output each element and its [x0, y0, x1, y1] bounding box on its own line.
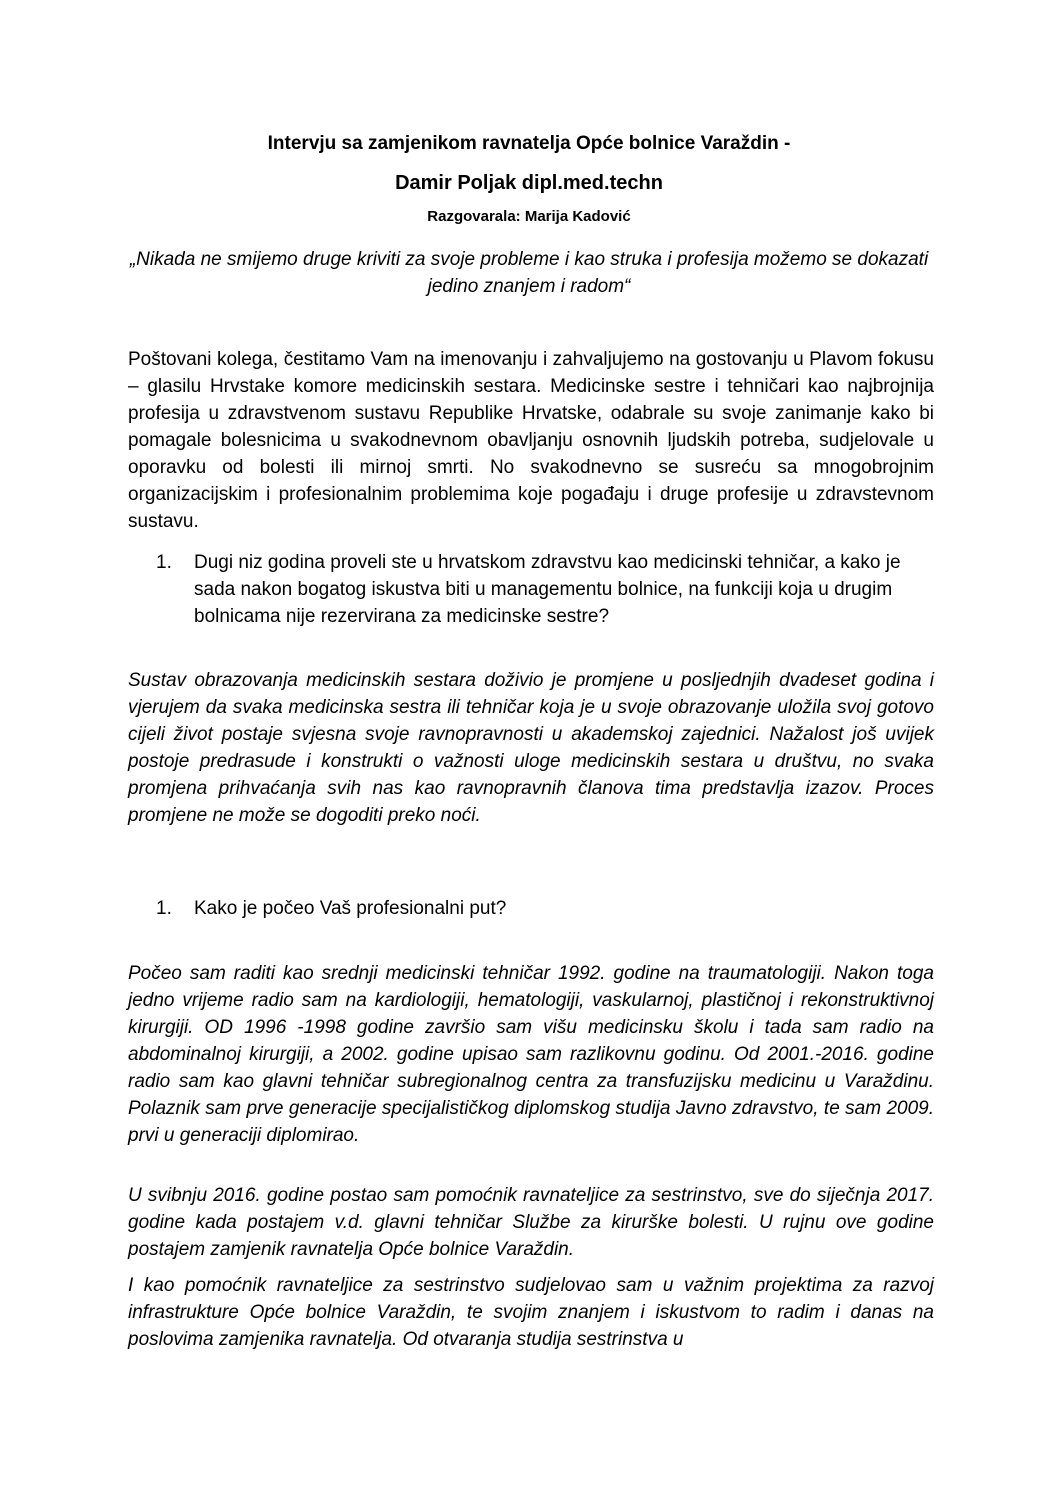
answer-paragraph: I kao pomoćnik ravnateljice za sestrinstvo sudjelovao sam u važnim projektima za razvoj infrastrukture Opće bolnice Varaždin, te svojim znanjem i iskustvom to radim i danas na poslovima zamjenika ravnatelja. Od otvaranja studija sestrinstva u: [128, 1275, 934, 1350]
byline: Razgovarala: Marija Kadović: [427, 208, 631, 225]
answer-paragraph: Sustav obrazovanja medicinskih sestara doživio je promjene u posljednjih dvadeset godina i vjerujem da svaka medicinska sestra ili tehničar koja je u svoje obrazovanje uložila svoj gotovo cijeli život postaje svjesna svoje ravnopravnosti u akademskoj zajednici. Nažalost još uvijek postoje predrasude i konstrukti o važnosti uloge medicinskih sestara u društvu, no svaka promjena prihvaćanja svih nas kao ravnopravnih članova tima predstavlja izazov. Proces promjene ne može se dogoditi preko noći.: [128, 670, 934, 826]
question-text: Kako je počeo Vaš profesionalni put?: [194, 898, 507, 919]
question-text: Dugi niz godina proveli ste u hrvatskom zdravstvu kao medicinski tehničar, a kako je sada nakon bogatog iskustva biti u managementu bolnice, na funkciji koja u drugim bolnicama nije rezervirana za medicinske sestre?: [194, 552, 901, 627]
document-title-line2: Damir Poljak dipl.med.techn: [395, 172, 663, 194]
document-title-line1: Intervju sa zamjenikom ravnatelja Opće bolnice Varaždin -: [267, 133, 791, 154]
pull-quote: „Nikada ne smijemo druge kriviti za svoje probleme i kao struka i profesija možemo se dokazati jedino znanjem i radom“: [129, 249, 929, 297]
question-number: 1.: [156, 898, 172, 919]
answer-paragraph: U svibnju 2016. godine postao sam pomoćnik ravnateljice za sestrinstvo, sve do siječnja 2017. godine kada postajem v.d. glavni tehničar Službe za kirurške bolesti. U rujnu ove godine postajem zamjenik ravnatelja Opće bolnice Varaždin.: [128, 1185, 934, 1260]
answer-paragraph: Počeo sam raditi kao srednji medicinski tehničar 1992. godine na traumatologiji. Nakon toga jedno vrijeme radio sam na kardiologiji, hematologiji, vaskularnoj, plastičnoj i rekonstruktivnoj kirurgiji. OD 1996 -1998 godine završio sam višu medicinsku školu i tada sam radio na abdominalnoj kirurgiji, a 2002. godine upisao sam razlikovnu godinu. Od 2001.-2016. godine radio sam kao glavni tehničar subregionalnog centra za transfuzijsku medicinu u Varaždinu. Polaznik sam prve generacije specijalističkog diplomskog studija Javno zdravstvo, te sam 2009. prvi u generaciji diplomirao.: [128, 963, 934, 1146]
intro-paragraph: Poštovani kolega, čestitamo Vam na imenovanju i zahvaljujemo na gostovanju u Plavom fokusu – glasilu Hrvstake komore medicinskih sestara. Medicinske sestre i tehničari kao najbrojnija profesija u zdravstvenom sustavu Republike Hrvatske, odabrale su svoje zanimanje kako bi pomagale bolesnicima u svakodnevnom obavljanju osnovnih ljudskih potreba, sudjelovale u oporavku od bolesti ili mirnoj smrti. No svakodnevno se susreću sa mnogobrojnim organizacijskim i profesionalnim problemima koje pogađaju i druge profesije u zdravstevnom sustavu.: [128, 349, 934, 532]
question-number: 1.: [156, 552, 172, 573]
